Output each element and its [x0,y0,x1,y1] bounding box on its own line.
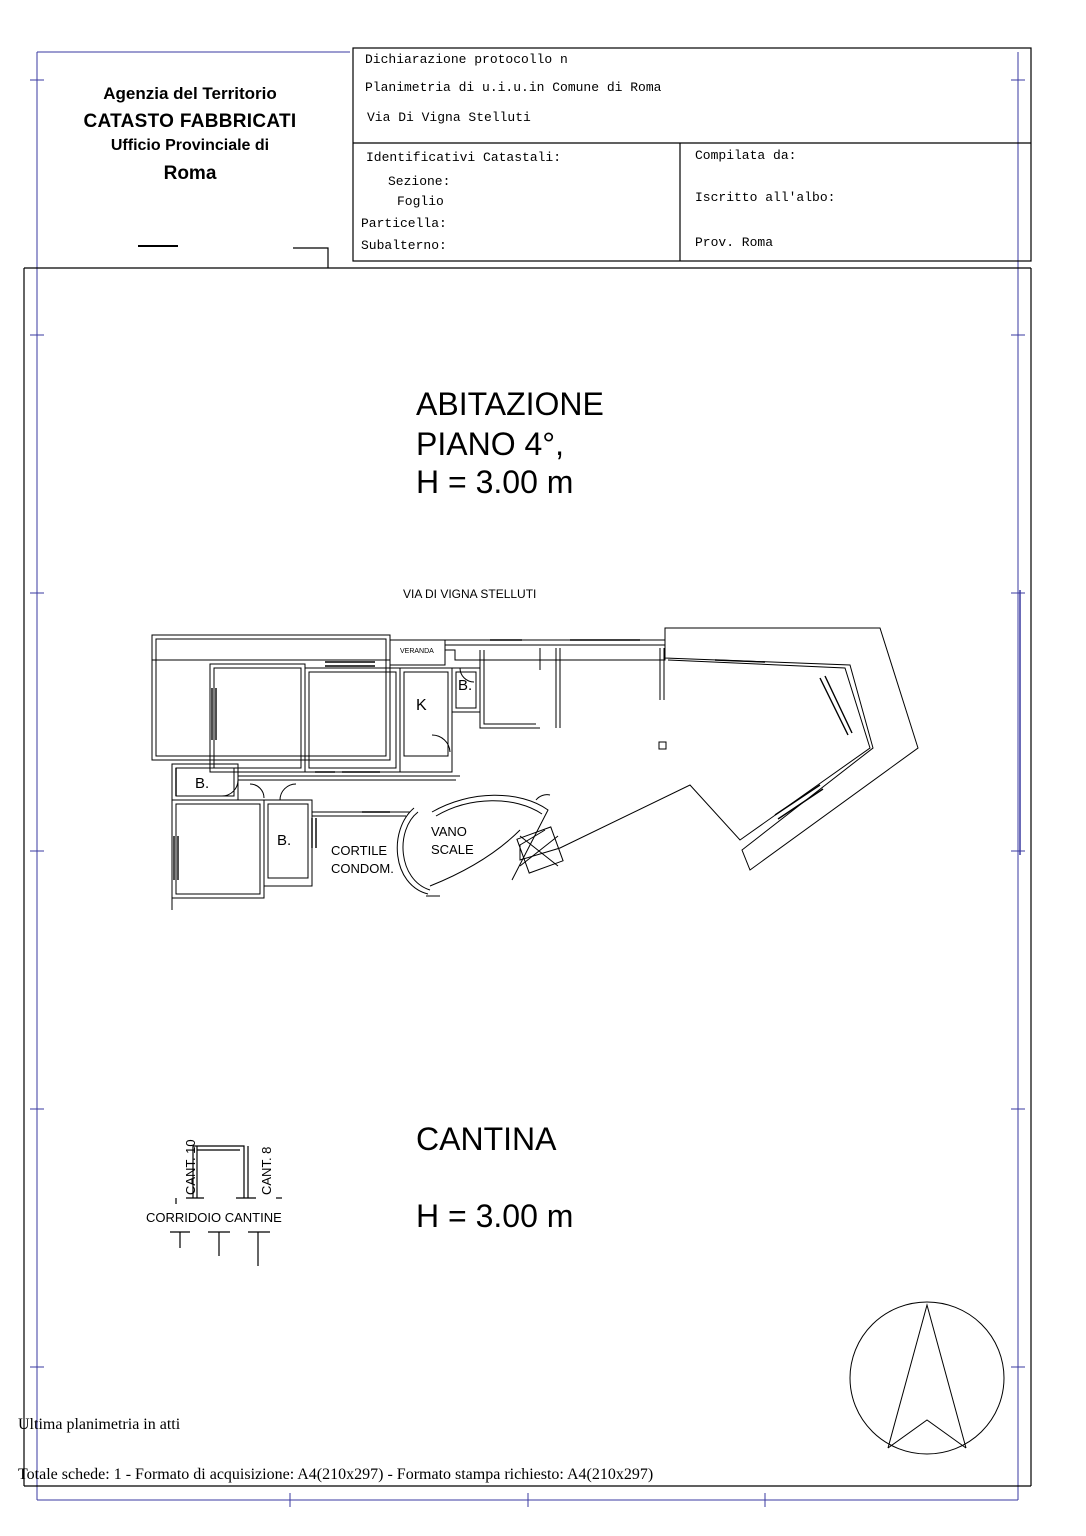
agency-office: CATASTO FABBRICATI [83,111,297,132]
agency-name: Agenzia del Territorio [103,84,277,103]
abitazione-title: ABITAZIONE [416,386,604,422]
cantina-height: H = 3.00 m [416,1198,574,1234]
stairs-label-1: VANO [431,824,467,839]
compilata-label: Compilata da: [695,148,797,163]
stairs-label-2: SCALE [431,842,474,857]
prov-label: Prov. Roma [695,235,774,250]
last-plan-note: Ultima planimetria in atti [18,1416,181,1433]
veranda-label: VERANDA [400,648,434,655]
planimetry-label: Planimetria di u.i.u.in Comune di Roma [365,80,662,95]
abitazione-height: H = 3.00 m [416,464,574,500]
iscritto-label: Iscritto all'albo: [695,190,836,205]
kitchen-label: K [416,697,427,714]
bath-label-3: B. [277,832,292,849]
blue-frame [30,52,1025,1507]
agency-provincial: Ufficio Provinciale di [110,137,270,154]
cant8-label: CANT. 8 [259,1146,274,1195]
street-label: VIA DI VIGNA STELLUTI [403,587,537,601]
foglio-label: Foglio [397,194,444,209]
address-label: Via Di Vigna Stelluti [367,110,531,125]
floor-plan [152,628,918,910]
courtyard-label-2: CONDOM. [331,861,394,876]
courtyard-label-1: CORTILE [331,843,388,858]
cant10-label: CANT. 10 [183,1139,198,1195]
totals-note: Totale schede: 1 - Formato di acquisizione: A4(210x297) - Formato stampa richiesto: A4(210x297) [18,1466,654,1483]
cantina-title: CANTINA [416,1121,557,1157]
bath-label-2: B. [195,775,210,792]
bath-label-1: B. [458,677,473,694]
sezione-label: Sezione: [388,174,451,189]
particella-label: Particella: [361,216,447,231]
black-frame [24,48,1031,1486]
identifiers-label: Identificativi Catastali: [366,150,562,165]
declaration-label: Dichiarazione protocollo n [365,52,568,67]
subalterno-label: Subalterno: [361,238,447,253]
agency-city: Roma [163,163,217,184]
abitazione-floor: PIANO 4°, [416,426,564,462]
corridor-label: CORRIDOIO CANTINE [146,1210,282,1225]
agency-block [40,80,340,188]
north-arrow-icon [850,1302,1004,1454]
